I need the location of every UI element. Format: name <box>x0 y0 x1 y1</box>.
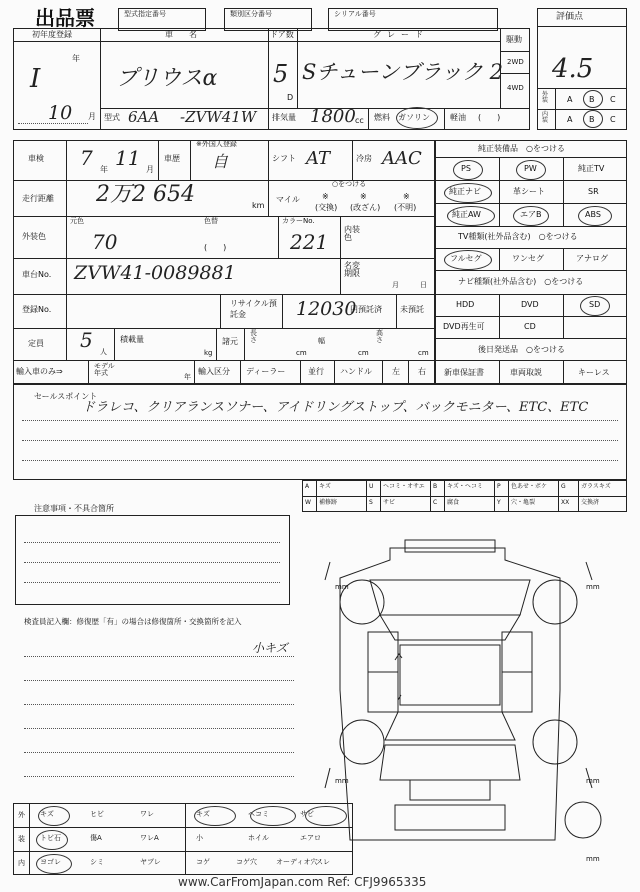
handle-right: 右 <box>418 367 426 376</box>
inspector-note: 小キズ <box>252 641 288 655</box>
doors-label: ドア数 <box>270 30 294 39</box>
legend-divider <box>494 496 495 512</box>
bottom-legend-cell: コゲ穴 <box>236 858 257 866</box>
reg-month-value: 10 <box>48 102 73 124</box>
shaken-month: 11 <box>115 146 141 170</box>
equip-sr: SR <box>588 187 599 196</box>
legend-divider <box>380 496 381 512</box>
bottom-legend-cell: コゲ <box>196 858 210 866</box>
legend-cell: 交換済 <box>581 499 600 506</box>
name-change-day: 日 <box>420 281 427 289</box>
drive-4wd: 4WD <box>507 84 524 92</box>
notes-box <box>15 515 290 605</box>
mileage-value: 2万2 654 <box>96 182 195 207</box>
handle-left: 左 <box>392 367 400 376</box>
length-label: 長さ <box>250 329 257 344</box>
recycle-not-deposited: 未預託 <box>400 305 424 314</box>
original-color-label: 元色 <box>70 217 84 225</box>
footer-watermark: www.CarFromJapan.com Ref: CFJ9965335 <box>178 875 427 889</box>
ext-grade-c: C <box>610 95 616 104</box>
after-ship-label: 後日発送品 ○をつける <box>478 345 565 354</box>
first-reg-label: 初年度登録 <box>32 30 72 39</box>
legend-cell: ガラスキズ <box>581 483 611 490</box>
fuel-gasoline: ガソリン <box>398 113 430 122</box>
equip-airbag: エアB <box>520 210 542 219</box>
legend-circle-mark <box>250 806 296 826</box>
displacement-label: 排気量 <box>272 113 296 122</box>
size-label: 諸元 <box>222 337 238 346</box>
legend-cell: ヘコミ・オサエ <box>383 483 425 490</box>
shaken-month-unit: 月 <box>146 165 154 174</box>
mile-label: マイル <box>276 195 300 204</box>
history-note: ※外国人登録 <box>196 140 237 148</box>
tv-analog: アナログ <box>576 254 608 263</box>
name-change-label: 名変期限 <box>344 261 360 278</box>
legend-cell: 腐食 <box>447 499 460 506</box>
navi-sd-circle <box>580 296 610 316</box>
legend-cell: サビ <box>383 499 396 506</box>
navi-sd: SD <box>589 300 601 309</box>
import-class-label: 輸入区分 <box>198 367 230 376</box>
legend-circle-mark <box>36 830 68 850</box>
shaken-year-unit: 年 <box>100 165 108 174</box>
equip-aw-circle <box>447 206 495 226</box>
tv-fullseg: フルセグ <box>450 254 482 263</box>
equip-ps: PS <box>461 164 471 173</box>
interior-grade-circle <box>583 110 603 128</box>
tv-fullseg-circle <box>444 250 492 270</box>
document-title: 出品票 <box>35 6 95 30</box>
legend-cell: A <box>305 483 310 490</box>
color-label: 外装色 <box>22 232 46 241</box>
bl-side-sou: 装 <box>18 835 25 843</box>
bottom-legend-cell: キズ <box>40 810 54 818</box>
registration-label: 登録No. <box>22 305 52 314</box>
cc-label: cc <box>355 116 364 125</box>
reg-year-value: I <box>30 64 41 94</box>
legend-cell: 穴・亀裂 <box>511 499 536 506</box>
recycle-amount: 12030 <box>296 298 357 320</box>
legend-circle-mark <box>194 806 236 826</box>
mark-note: ○をつける <box>332 180 367 188</box>
legend-divider <box>430 480 431 496</box>
light-oil-label: 軽油 <box>450 113 466 122</box>
int-grade-c: C <box>610 115 616 124</box>
width-label: 幅 <box>318 337 325 345</box>
legend-circle-mark <box>38 806 70 826</box>
height-cm: cm <box>418 349 429 357</box>
swap-mark: ※ <box>322 192 329 201</box>
bottom-legend-cell: ホイル <box>248 834 269 842</box>
after-keyless: キーレス <box>578 368 610 377</box>
legend-divider <box>494 480 495 496</box>
equip-abs-circle <box>578 206 612 226</box>
model-prefix: 6AA <box>128 108 160 126</box>
after-manual: 車両取説 <box>510 368 542 377</box>
car-name-value: プリウスα <box>116 66 218 91</box>
legend-divider <box>578 496 579 512</box>
model-year-unit: 年 <box>184 373 191 381</box>
height-label: 高さ <box>376 329 383 344</box>
legend-cell: XX <box>561 499 570 506</box>
color-no-value: 221 <box>290 230 329 254</box>
load-label: 積載量 <box>120 335 144 344</box>
legend-divider <box>366 496 367 512</box>
model-label: 型式 <box>104 113 120 122</box>
mm-rear-right: mm <box>586 777 600 785</box>
navi-dvd: DVD <box>521 300 539 309</box>
legend-cell: B <box>433 483 438 490</box>
legend-cell: W <box>305 499 311 506</box>
legend-cell: U <box>369 483 374 490</box>
after-warranty: 新車保証書 <box>444 368 484 377</box>
bottom-legend-cell: 傷A <box>90 834 102 842</box>
legend-divider <box>302 480 303 496</box>
sales-point-text: ドラレコ、クリアランスソナー、アイドリングストップ、バックモニター、ETC、ETC <box>82 400 589 415</box>
legend-cell: G <box>561 483 566 490</box>
handle-label: ハンドル <box>340 367 372 376</box>
equip-airbag-circle <box>513 206 549 226</box>
aircon-value: AAC <box>382 148 422 169</box>
equip-navi: 純正ナビ <box>449 187 481 196</box>
drive-2wd: 2WD <box>507 58 524 66</box>
bottom-legend-cell: 小 <box>196 834 203 842</box>
bottom-legend-cell: ヒビ <box>90 810 104 818</box>
tamper-mark: ※ <box>360 192 367 201</box>
fuel-label: 燃料 <box>374 113 390 122</box>
interior-grade-label: 内装 <box>542 111 549 124</box>
legend-divider <box>430 496 431 512</box>
mm-front-right: mm <box>586 583 600 591</box>
grade-value: Sチューンブラック 2 <box>302 60 503 84</box>
legend-divider <box>380 480 381 496</box>
legend-cell: 補修跡 <box>319 499 338 506</box>
import-dealer: ディーラー <box>246 367 286 376</box>
mm-rear-left: mm <box>335 777 349 785</box>
load-kg: kg <box>204 349 213 357</box>
displacement-value: 1800 <box>310 106 356 127</box>
legend-divider <box>444 496 445 512</box>
equip-pw: PW <box>524 164 537 173</box>
legend-cell: キズ <box>319 483 331 490</box>
bottom-legend-cell: スレ <box>316 858 330 866</box>
equip-aw: 純正AW <box>452 210 481 219</box>
equip-tv: 純正TV <box>578 164 605 173</box>
capacity-value: 5 <box>80 328 93 352</box>
equipment-title: 純正装備品 ○をつける <box>478 144 565 153</box>
chassis-value: ZVW41-0089881 <box>74 262 236 284</box>
doors-value: 5 <box>273 60 289 88</box>
legend-cell: S <box>369 499 373 506</box>
evaluation-score: 4.5 <box>552 54 594 84</box>
bottom-legend-cell: エアロ <box>300 834 321 842</box>
bottom-legend-cell: トビ石 <box>40 834 61 842</box>
sales-point-label: セールスポイント <box>34 392 98 401</box>
width-cm: cm <box>358 349 369 357</box>
bottom-legend-cell: ヘコミ <box>248 810 269 818</box>
bottom-legend-cell: ヤブレ <box>140 858 161 866</box>
capacity-label: 定員 <box>28 339 44 348</box>
doors-d: D <box>287 93 294 102</box>
history-value: 自 <box>212 152 229 171</box>
int-grade-b: B <box>589 115 595 124</box>
legend-divider <box>366 480 367 496</box>
bottom-legend-cell: サビ <box>300 810 314 818</box>
legend-divider <box>444 480 445 496</box>
legend-divider <box>558 496 559 512</box>
notes-label: 注意事項・不具合箇所 <box>34 504 114 513</box>
bottom-legend-cell: ワレA <box>140 834 159 842</box>
swap-label: (交換) <box>315 203 338 212</box>
sales-point-box <box>13 384 627 480</box>
bottom-legend-cell: ワレ <box>140 810 154 818</box>
tamper-label: (改ざん) <box>350 203 381 212</box>
month-label: 月 <box>88 112 96 121</box>
evaluation-label: 評価点 <box>556 12 584 22</box>
length-cm: cm <box>296 349 307 357</box>
legend-divider <box>578 480 579 496</box>
color-change-label: 色替 <box>204 217 218 225</box>
legend-divider <box>316 496 317 512</box>
legend-divider <box>508 480 509 496</box>
navi-type-label: ナビ種類(社外品含む) ○をつける <box>458 277 584 286</box>
navi-hdd: HDD <box>456 300 475 309</box>
model-year-label: モデル年式 <box>94 362 115 377</box>
exterior-grade-label: 外装 <box>542 91 549 104</box>
mm-front-left: mm <box>335 583 349 591</box>
mm-spare: mm <box>586 855 600 863</box>
cd-label: CD <box>524 322 536 331</box>
import-label: 輸入車のみ⇒ <box>16 367 63 376</box>
unknown-mark: ※ <box>403 192 410 201</box>
ext-grade-a: A <box>567 95 573 104</box>
equip-pw-circle <box>516 160 546 180</box>
recycle-label: リサイクル預託金 <box>230 299 277 319</box>
int-grade-a: A <box>567 115 573 124</box>
bottom-legend-cell: シミ <box>90 858 104 866</box>
color-no-label: カラーNo. <box>282 217 315 225</box>
car-name-label: 車名 <box>165 30 213 39</box>
chassis-label: 車台No. <box>22 270 52 279</box>
legend-cell: C <box>433 499 438 506</box>
exterior-grade-circle <box>583 90 603 108</box>
grade-label: グレード <box>373 30 429 39</box>
ext-grade-b: B <box>589 95 595 104</box>
name-change-month: 月 <box>392 281 399 289</box>
shift-value: AT <box>306 148 331 169</box>
class-no-label: 類別区分番号 <box>230 10 272 18</box>
legend-cell: Y <box>497 499 501 506</box>
equip-leather: 革シート <box>513 187 545 196</box>
color-change-paren: ( ) <box>204 243 227 252</box>
model-cert-no-label: 型式指定番号 <box>124 10 166 18</box>
bottom-legend-cell: オーディオ穴 <box>276 858 318 866</box>
equip-navi-circle <box>444 183 492 203</box>
mileage-label: 走行距離 <box>22 194 54 203</box>
serial-no-label: シリアル番号 <box>334 10 376 18</box>
equip-abs: ABS <box>585 210 601 219</box>
shaken-label: 車検 <box>28 154 44 163</box>
model-code: -ZVW41W <box>180 108 257 126</box>
import-parallel: 並行 <box>308 367 324 376</box>
legend-cell: キズ・ヘコミ <box>447 483 483 490</box>
shift-label: シフト <box>272 154 296 163</box>
legend-circle-mark <box>36 854 72 874</box>
inspector-label: 検査員記入欄：修復歴「有」の場合は修復箇所・交換箇所を記入 <box>24 617 242 626</box>
drive-label: 駆動 <box>506 35 522 44</box>
tv-type-label: TV種類(社外品含む) ○をつける <box>458 232 578 241</box>
tv-oneseg: ワンセグ <box>512 254 544 263</box>
dvd-play: DVD再生可 <box>443 322 485 331</box>
legend-cell: P <box>497 483 501 490</box>
color-code: 70 <box>92 230 118 254</box>
year-label: 年 <box>72 54 80 63</box>
legend-divider <box>508 496 509 512</box>
legend-divider <box>302 496 303 512</box>
equip-ps-circle <box>453 160 483 180</box>
bl-side-ext: 外 <box>18 811 25 819</box>
shaken-year: 7 <box>80 146 93 170</box>
recycle-deposited: 円預託済 <box>350 305 382 314</box>
km-label: km <box>252 201 265 210</box>
bl-side-int: 内 <box>18 859 25 867</box>
fuel-other: ( ) <box>478 113 501 122</box>
interior-color-label: 内装色 <box>344 225 360 242</box>
bottom-legend-cell: キズ <box>196 810 210 818</box>
capacity-unit: 人 <box>100 348 107 356</box>
history-label: 車歴 <box>164 154 180 163</box>
bottom-legend-cell: ヨゴレ <box>40 858 61 866</box>
legend-divider <box>558 480 559 496</box>
legend-circle-mark <box>305 806 347 826</box>
fuel-gasoline-circle <box>396 107 438 129</box>
aircon-label: 冷房 <box>356 154 372 163</box>
unknown-label: (不明) <box>394 203 417 212</box>
legend-divider <box>316 480 317 496</box>
legend-cell: 色あせ・ボケ <box>511 483 548 490</box>
